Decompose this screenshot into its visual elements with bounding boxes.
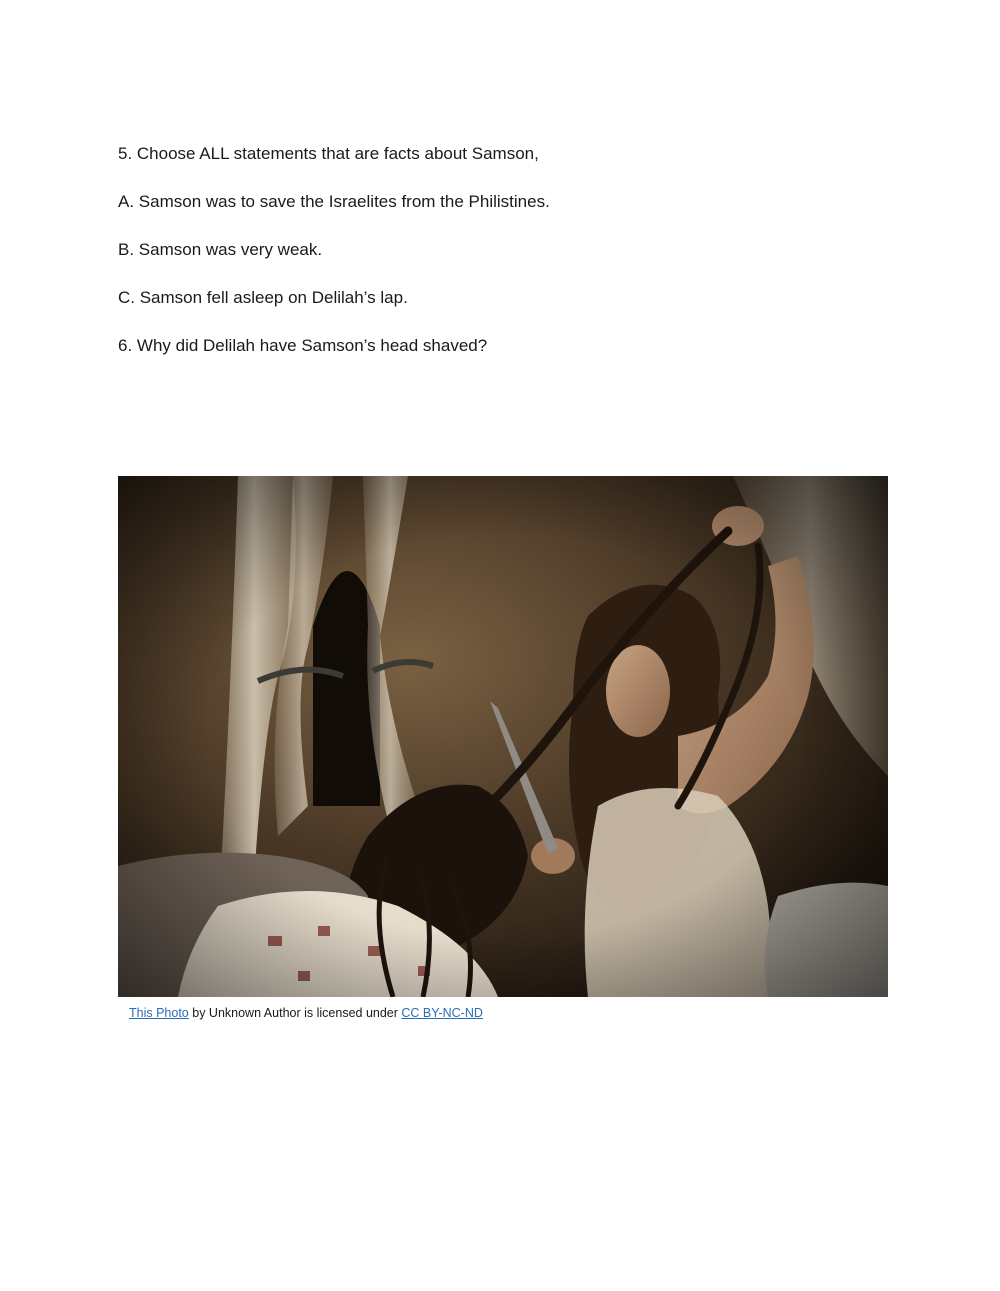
delilah-photo — [118, 476, 888, 997]
caption-text: by Unknown Author is licensed under — [188, 1006, 402, 1020]
license-link[interactable]: CC BY-NC-ND — [401, 1006, 483, 1020]
option-b: B. Samson was very weak. — [118, 240, 323, 259]
option-a: A. Samson was to save the Israelites from the Philistines. — [118, 192, 550, 211]
option-c: C. Samson fell asleep on Delilah’s lap. — [118, 288, 408, 307]
photo-link[interactable]: This Photo — [129, 1006, 189, 1020]
question-6: 6. Why did Delilah have Samson’s head shaved? — [118, 336, 488, 355]
question-5: 5. Choose ALL statements that are facts about Samson, — [118, 144, 539, 163]
photo-caption — [129, 1005, 483, 1021]
